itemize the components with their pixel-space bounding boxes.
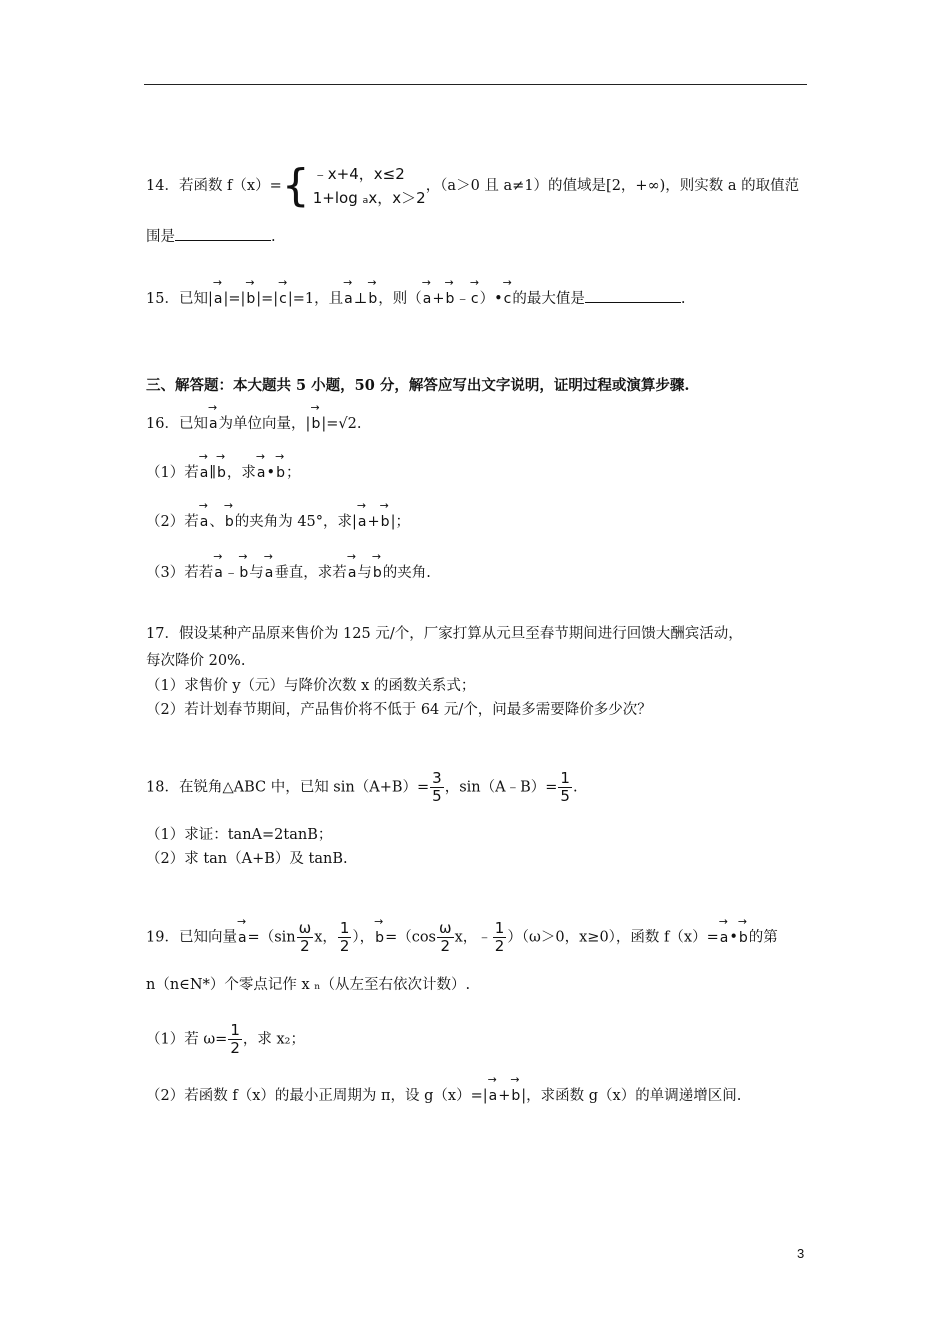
q16-p3-5: 与 (357, 565, 372, 581)
vec-b: → b (223, 499, 234, 530)
vec-b: → b (444, 276, 455, 307)
vec-a: → a (263, 550, 274, 581)
q19-line2: n（n∈N*）个零点记作 x ₙ（从左至右依次计数）. (146, 977, 471, 993)
q19-p1-2: ，求 x₂； (242, 1031, 305, 1048)
q16-p3-2: ﹣ (223, 565, 239, 581)
vec-b: → b (238, 550, 249, 581)
q15-t10: 的最大值是 (512, 291, 585, 307)
vec-b: → b (379, 499, 390, 530)
q16-part2 (146, 499, 410, 532)
vec-b: → b (510, 1073, 521, 1104)
q16-p1-1: （1）若 (146, 465, 199, 481)
section-3-heading: 三、解答题：本大题共 5 小题，50 分，解答应写出文字说明，证明过程或演算步骤. (146, 377, 690, 394)
vec-a: → a (487, 1073, 498, 1104)
q15-t3: |=| (256, 291, 279, 307)
q16-s1: 16．已知 (146, 416, 208, 432)
vec-a: → a (718, 914, 729, 946)
vec-a: → a (421, 276, 432, 307)
vec-a: → a (198, 499, 209, 530)
fraction-omega-2: $\frac{\omega}{2}$ (439, 919, 452, 955)
q16-p3-6: 的夹角. (382, 565, 431, 581)
header-rule (144, 84, 807, 85)
q16-p3-1: （3）若若 (146, 565, 214, 581)
q16-part3 (146, 550, 431, 583)
q16-p1-4: • (266, 465, 276, 481)
vec-a: → a (236, 914, 247, 946)
q15-t9: ）• (479, 291, 503, 307)
q15-t1: 15．已知| (146, 291, 213, 307)
vec-b: → b (310, 401, 321, 432)
vec-c: → c (502, 276, 512, 307)
fraction-1-2: $\frac{1}{2}$ (230, 1021, 240, 1057)
q16-p2-2: 、 (209, 514, 224, 530)
q15-t5: ⊥ (353, 291, 368, 307)
vec-b: → b (245, 276, 256, 307)
vec-b: → b (737, 914, 748, 946)
q14-piecewise: { ﹣x+4，x≤2 1+log ₐx，x＞2 (281, 160, 426, 211)
q18-part1: （1）求证：tanA=2tanB； (146, 827, 333, 843)
q16-p3-3: 与 (249, 565, 264, 581)
q15-t7: + (432, 291, 445, 307)
q18-s2: ，sin（A﹣B）= (444, 779, 558, 796)
vec-a: → a (198, 450, 209, 481)
q14-suffix: ，（a＞0 且 a≠1）的值域是[2，+∞)，则实数 a 的取值范 (425, 178, 800, 194)
q19-t7: ）（ω＞0，x≥0），函数 f（x）= (507, 929, 719, 946)
q19-part1 (146, 1022, 305, 1057)
q16-p2-5: |； (390, 514, 410, 530)
q17-line1: 17．假设某种产品原来售价为 125 元/个，厂家打算从元旦至春节期间进行回馈大酬宾活动， (146, 626, 743, 642)
vec-b: → b (371, 550, 382, 581)
q19-t8: • (729, 929, 738, 946)
q16-p2-1: （2）若 (146, 514, 199, 530)
vec-a: → a (255, 450, 266, 481)
q14-piece-row2: 1+log ₐx，x＞2 (312, 189, 426, 207)
vec-a: → a (212, 276, 223, 307)
vec-c: → c (469, 276, 480, 307)
q19-part2 (146, 1073, 742, 1106)
fraction-omega-2: $\frac{\omega}{2}$ (298, 919, 312, 955)
q15-t8: ﹣ (455, 291, 470, 307)
fraction-1-2: $\frac{1}{2}$ (494, 919, 505, 955)
vec-b: → b (374, 914, 385, 946)
page-number: 3 (797, 1246, 805, 1261)
q19-t9: 的第 (748, 929, 778, 946)
q15-line: 15．已知| → a|=| → b|=| → c|=1，且 → a⊥ → b，则（ → a+ → b﹣ → c）• → c的最大值是 . (146, 276, 686, 307)
q19-t2: =（sin (247, 929, 296, 946)
q16-p3-4: 垂直，求若 (274, 565, 347, 581)
vec-a: → a (207, 401, 218, 432)
q16-p1-5: ； (285, 465, 301, 481)
q19-p1-1: （1）若 ω= (146, 1031, 228, 1048)
q19-stem (146, 914, 778, 955)
q19-t1: 19．已知向量 (146, 929, 237, 946)
q17-part1: （1）求售价 y（元）与降价次数 x 的函数关系式； (146, 678, 476, 694)
q16-s3: |=√2. (321, 416, 362, 432)
vec-a: → a (356, 499, 367, 530)
q19-t3: x， (314, 929, 337, 946)
q16-p2-3: 的夹角为 45°，求| (234, 514, 357, 530)
fraction-1-5: $\frac{1}{5}$ (560, 769, 570, 805)
q15-t6: ，则（ (378, 291, 422, 307)
q16-p2-4: + (367, 514, 380, 530)
q15-t2: |=| (223, 291, 246, 307)
q18-s1: 18．在锐角△ABC 中，已知 sin（A+B）= (146, 779, 430, 796)
q16-part1 (146, 450, 301, 483)
q14-line1 (146, 162, 799, 210)
q19-t4: ）， (352, 929, 375, 946)
q14-line2: 围是 . (146, 226, 276, 247)
q16-s2: 为单位向量，| (218, 416, 311, 432)
vec-a: → a (213, 550, 223, 581)
vec-b: → b (367, 276, 378, 307)
vec-a: → a (346, 550, 357, 581)
q14-prefix: 14．若函数 f（x）= (146, 178, 282, 194)
q14-answer-blank (175, 226, 271, 241)
q19-t5: =（cos (385, 929, 437, 946)
vec-a: → a (343, 276, 353, 307)
q15-t4: |=1，且 (287, 291, 344, 307)
q18-stem (146, 770, 578, 805)
q15-answer-blank (585, 288, 681, 303)
q19-p2-1: （2）若函数 f（x）的最小正周期为 π，设 g（x）=| (146, 1088, 488, 1104)
vec-b: → b (216, 450, 226, 481)
q17-part2: （2）若计划春节期间，产品售价将不低于 64 元/个，问最多需要降价多少次？ (146, 702, 652, 718)
q16-p1-3: ，求 (226, 465, 256, 481)
q18-part2: （2）求 tan（A+B）及 tanB. (146, 851, 348, 867)
q14-piece-row1: ﹣x+4，x≤2 (312, 165, 405, 183)
q14-line2-text: 围是 (146, 229, 175, 245)
q18-s3: . (572, 779, 578, 796)
vec-b: → b (275, 450, 285, 481)
q19-p2-3: |，求函数 g（x）的单调递增区间. (521, 1088, 742, 1104)
vec-c: → c (278, 276, 288, 307)
q17-line2: 每次降价 20%. (146, 653, 246, 669)
q16-p1-2: ∥ (209, 465, 217, 481)
fraction-1-2: $\frac{1}{2}$ (339, 919, 350, 955)
q19-t6: x，﹣ (454, 929, 492, 946)
q19-p2-2: + (498, 1088, 511, 1104)
q16-stem (146, 401, 362, 434)
fraction-3-5: $\frac{3}{5}$ (432, 769, 442, 805)
